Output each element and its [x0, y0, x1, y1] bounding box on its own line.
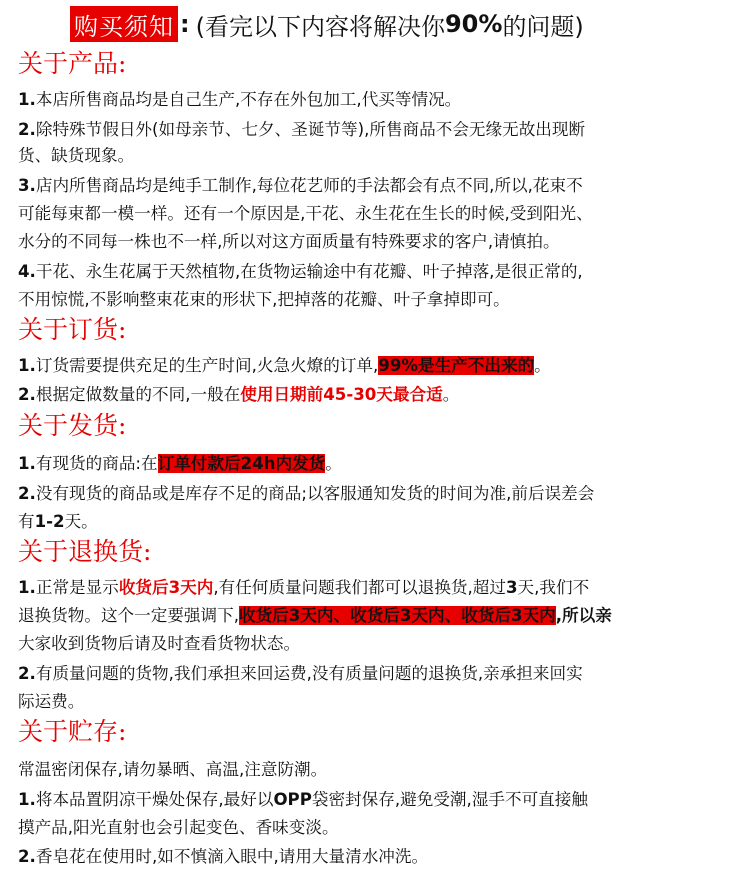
shipping-line-3 — [18, 508, 740, 534]
item-number: 2. — [18, 847, 36, 866]
shipping-line-1 — [18, 450, 740, 476]
item-number: 1. — [18, 790, 36, 809]
returns-text: 有质量问题的货物,我们承担来回运费,没有质量问题的退换货,亲承担来回实 — [35, 664, 583, 683]
product-line-1 — [18, 86, 740, 112]
order-text: 根据定做数量的不同,一般在 — [35, 385, 241, 404]
product-text: 本店所售商品均是自己生产,不存在外包加工,代买等情况。 — [35, 90, 462, 109]
returns-text-end: ,所以亲 — [555, 606, 612, 625]
returns-line-3: 大家收到货物后请及时查看货物状态。 — [18, 634, 301, 653]
product-line-2 — [18, 116, 740, 142]
notice-header — [70, 6, 584, 42]
storage-text: 香皂花在使用时,如不慎滴入眼中,请用大量清水冲洗。 — [35, 847, 429, 866]
header-colon: : — [180, 10, 190, 38]
bold-days: 3 — [506, 578, 518, 597]
product-line-4 — [18, 172, 740, 198]
product-line-7 — [18, 258, 740, 284]
section-title-returns: 关于退换货: — [18, 537, 152, 566]
storage-line-1: 常温密闭保存,请勿暴晒、高温,注意防潮。 — [18, 760, 328, 779]
order-line-2 — [18, 381, 740, 407]
returns-line-4 — [18, 660, 740, 686]
bold-days: 1-2 — [34, 512, 65, 531]
returns-text-end: 天,我们不 — [517, 578, 590, 597]
item-number: 2. — [18, 385, 36, 404]
red-emphasis-text: 使用日期前45-30天最合适 — [240, 385, 443, 404]
storage-line-4 — [18, 843, 740, 869]
returns-line-1 — [18, 574, 740, 600]
item-number: 1. — [18, 356, 36, 375]
section-title-order: 关于订货: — [18, 315, 127, 344]
shipping-text-end: 天。 — [64, 512, 98, 531]
product-text: 除特殊节假日外(如母亲节、七夕、圣诞节等),所售商品不会无缘无故出现断 — [35, 120, 586, 139]
item-number: 2. — [18, 664, 36, 683]
item-number: 1. — [18, 578, 36, 597]
header-subtitle-end: 的问题) — [502, 12, 584, 41]
item-number: 2. — [18, 484, 36, 503]
product-line-3: 货、缺货现象。 — [18, 146, 135, 165]
returns-line-2 — [18, 602, 740, 628]
storage-line-2 — [18, 786, 740, 812]
shipping-line-2 — [18, 480, 740, 506]
item-number: 3. — [18, 176, 36, 195]
returns-text: 退换货物。这个一定要强调下, — [18, 606, 239, 625]
header-percent: 90% — [444, 10, 503, 38]
shipping-text: 有 — [18, 512, 35, 531]
section-title-product: 关于产品: — [18, 49, 127, 78]
returns-text: ,有任何质量问题我们都可以退换货,超过 — [213, 578, 506, 597]
highlight-badge: 收货后3天内、收货后3天内、收货后3天内 — [239, 606, 556, 625]
notice-title-tag: 购买须知 — [70, 6, 178, 42]
header-subtitle: (看完以下内容将解决你 — [195, 12, 445, 41]
returns-line-5: 际运费。 — [18, 692, 85, 711]
product-line-5: 可能每束都一模一样。还有一个原因是,干花、永生花在生长的时候,受到阳光、 — [18, 204, 593, 223]
highlight-badge: 订单付款后24h内发货 — [157, 454, 326, 473]
storage-line-3: 摸产品,阳光直射也会引起变色、香味变淡。 — [18, 818, 339, 837]
storage-text: 将本品置阴凉干燥处保存,最好以 — [35, 790, 274, 809]
red-emphasis-text: 收货后3天内 — [118, 578, 214, 597]
product-text: 店内所售商品均是纯手工制作,每位花艺师的手法都会有点不同,所以,花束不 — [35, 176, 583, 195]
item-number: 1. — [18, 90, 36, 109]
section-title-shipping: 关于发货: — [18, 411, 127, 440]
highlight-badge: 99%是生产不出来的 — [378, 356, 535, 375]
product-text: 干花、永生花属于天然植物,在货物运输途中有花瓣、叶子掉落,是很正常的, — [35, 262, 583, 281]
returns-text: 正常是显示 — [35, 578, 119, 597]
bold-opp: OPP — [273, 790, 312, 809]
product-line-6: 水分的不同每一株也不一样,所以对这方面质量有特殊要求的客户,请慎拍。 — [18, 232, 560, 251]
item-number: 1. — [18, 454, 36, 473]
item-number: 4. — [18, 262, 36, 281]
item-number: 2. — [18, 120, 36, 139]
order-text-end: 。 — [442, 385, 460, 404]
shipping-text: 没有现货的商品或是库存不足的商品;以客服通知发货的时间为准,前后误差会 — [35, 484, 595, 503]
storage-text-end: 袋密封保存,避免受潮,湿手不可直接触 — [311, 790, 588, 809]
order-text: 订货需要提供充足的生产时间,火急火燎的订单, — [35, 356, 379, 375]
order-line-1 — [18, 352, 740, 378]
shipping-text: 有现货的商品:在 — [35, 454, 158, 473]
product-line-8: 不用惊慌,不影响整束花束的形状下,把掉落的花瓣、叶子拿掉即可。 — [18, 290, 510, 309]
shipping-text-end: 。 — [325, 454, 342, 473]
section-title-storage: 关于贮存: — [18, 717, 127, 746]
order-text-end: 。 — [534, 356, 551, 375]
